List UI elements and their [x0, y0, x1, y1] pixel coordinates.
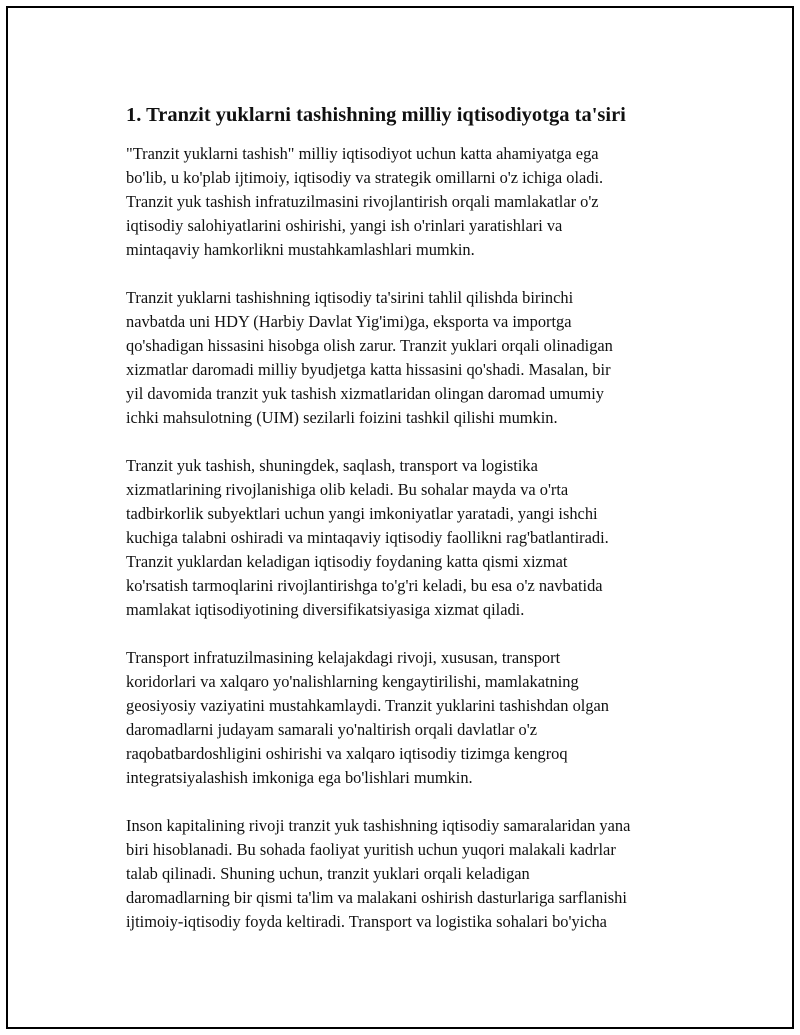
text-line: ijtimoiy-iqtisodiy foyda keltiradi. Transport va logistika sohalari bo'yicha	[126, 912, 607, 931]
text-line: raqobatbardoshligini oshirishi va xalqaro iqtisodiy tizimga kengroq	[126, 744, 568, 763]
section-heading: 1. Tranzit yuklarni tashishning milliy iqtisodiyotga ta'siri	[126, 104, 626, 126]
text-line: xizmatlar daromadi milliy byudjetga katta hissasini qo'shadi. Masalan, bir	[126, 360, 611, 379]
text-line: integratsiyalashish imkoniga ega bo'lishlari mumkin.	[126, 768, 473, 787]
paragraph-1	[126, 142, 696, 262]
text-line: xizmatlarining rivojlanishiga olib keladi. Bu sohalar mayda va o'rta	[126, 480, 569, 499]
text-line: mintaqaviy hamkorlikni mustahkamlashlari mumkin.	[126, 240, 475, 259]
text-line: yil davomida tranzit yuk tashish xizmatlaridan olingan daromad umumiy	[126, 384, 604, 403]
text-line: bo'lib, u ko'plab ijtimoiy, iqtisodiy va strategik omillarni o'z ichiga oladi.	[126, 168, 604, 187]
text-line: iqtisodiy salohiyatlarini oshirishi, yangi ish o'rinlari yaratishlari va	[126, 216, 563, 235]
text-line: "Tranzit yuklarni tashish" milliy iqtisodiyot uchun katta ahamiyatga ega	[126, 144, 599, 163]
text-line: Tranzit yuklarni tashishning iqtisodiy ta'sirini tahlil qilishda birinchi	[126, 288, 574, 307]
text-line: ko'rsatish tarmoqlarini rivojlantirishga to'g'ri keladi, bu esa o'z navbatida	[126, 576, 603, 595]
text-line: navbatda uni HDY (Harbiy Davlat Yig'imi)ga, eksporta va importga	[126, 312, 572, 331]
text-line: Tranzit yuk tashish, shuningdek, saqlash, transport va logistika	[126, 456, 538, 475]
text-line: geosiyosiy vaziyatini mustahkamlaydi. Tranzit yuklarini tashishdan olgan	[126, 696, 610, 715]
text-line: Tranzit yuklardan keladigan iqtisodiy foydaning katta qismi xizmat	[126, 552, 568, 571]
paragraph-5	[126, 814, 696, 934]
text-line: Tranzit yuk tashish infratuzilmasini rivojlantirish orqali mamlakatlar o'z	[126, 192, 599, 211]
text-line: koridorlari va xalqaro yo'nalishlarning kengaytirilishi, mamlakatning	[126, 672, 579, 691]
paragraph-3	[126, 454, 696, 622]
text-line: daromadlarni judayam samarali yo'naltirish orqali davlatlar o'z	[126, 720, 537, 739]
document-body	[126, 102, 696, 958]
text-line: tadbirkorlik subyektlari uchun yangi imkoniyatlar yaratadi, yangi ishchi	[126, 504, 598, 523]
text-line: mamlakat iqtisodiyotining diversifikatsiyasiga xizmat qiladi.	[126, 600, 525, 619]
text-line: biri hisoblanadi. Bu sohada faoliyat yuritish uchun yuqori malakali kadrlar	[126, 840, 616, 859]
text-line: daromadlarning bir qismi ta'lim va malakani oshirish dasturlariga sarflanishi	[126, 888, 627, 907]
paragraph-4	[126, 646, 696, 790]
text-line: kuchiga talabni oshiradi va mintaqaviy iqtisodiy faollikni rag'batlantiradi.	[126, 528, 609, 547]
text-line: Inson kapitalining rivoji tranzit yuk tashishning iqtisodiy samaralaridan yana	[126, 816, 631, 835]
text-line: talab qilinadi. Shuning uchun, tranzit yuklari orqali keladigan	[126, 864, 530, 883]
text-line: ichki mahsulotning (UIM) sezilarli foizini tashkil qilishi mumkin.	[126, 408, 558, 427]
paragraph-2	[126, 286, 696, 430]
text-line: Transport infratuzilmasining kelajakdagi rivoji, xususan, transport	[126, 648, 561, 667]
text-line: qo'shadigan hissasini hisobga olish zarur. Tranzit yuklari orqali olinadigan	[126, 336, 613, 355]
page-frame	[6, 6, 794, 1029]
